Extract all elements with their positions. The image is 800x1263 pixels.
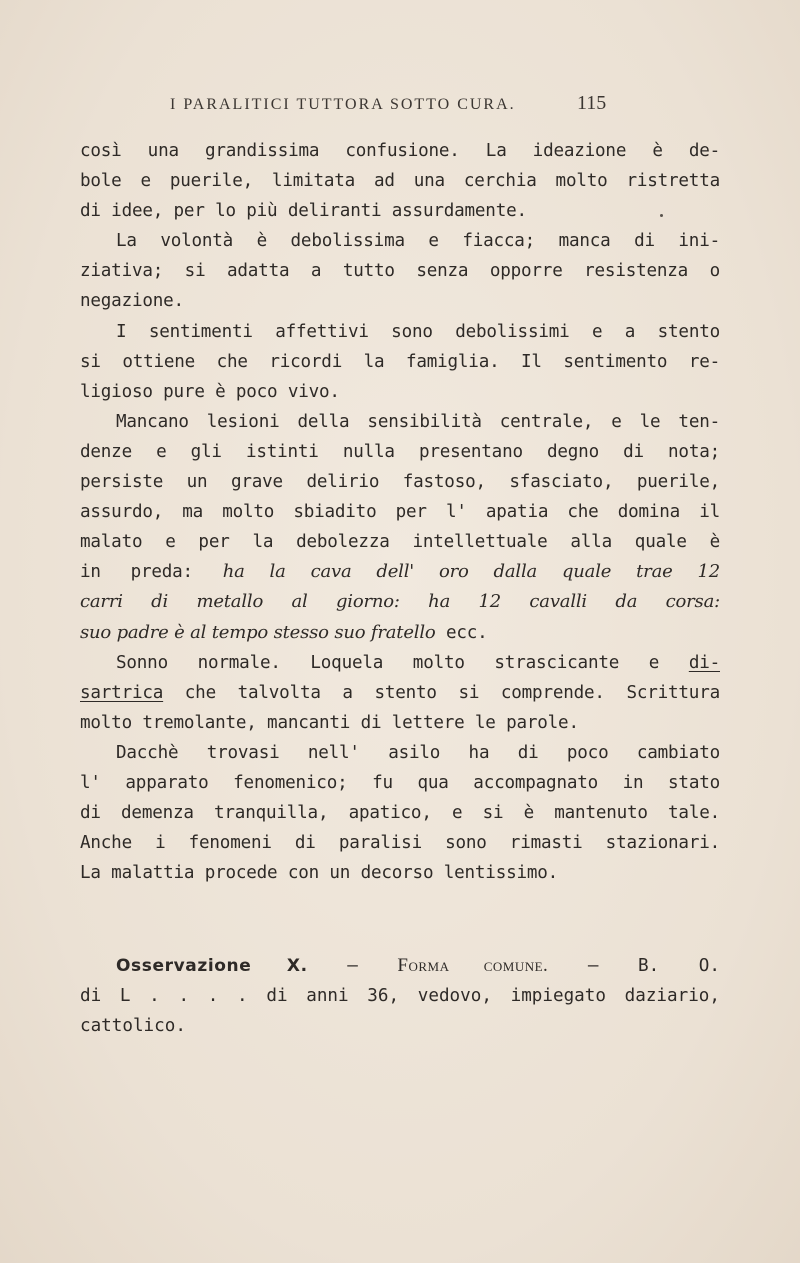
- paper-speck: [660, 214, 663, 217]
- text-line: bole e puerile, limitata ad una cerchia molto ristretta: [80, 171, 720, 192]
- text-fragment: ecc.: [435, 622, 488, 643]
- observation-title: Osservazione X.: [116, 956, 308, 976]
- text-line: I sentimenti affettivi sono debolissimi e a stento: [116, 321, 720, 342]
- dash: —: [307, 956, 398, 976]
- italic-fragment: carri di metallo al giorno: ha 12 cavalli da corsa:: [80, 591, 720, 613]
- text-line-italic-2: [80, 587, 720, 617]
- text-line-italic-1: [80, 557, 720, 587]
- text-line: l' apparato fenomenico; fu qua accompagnato in stato: [80, 772, 720, 793]
- text-line: ziativa; si adatta a tutto senza opporre resistenza o: [80, 261, 720, 282]
- underlined-fragment: sartrica: [80, 682, 164, 703]
- body-text: [80, 136, 720, 888]
- text-line: Mancano lesioni della sensibilità centrale, e le ten-: [116, 411, 720, 432]
- text-line: ligioso pure è poco vivo.: [80, 381, 340, 402]
- text-fragment: in preda:: [80, 562, 223, 583]
- observation-line: cattolico.: [80, 1016, 186, 1037]
- observation-line: di L . . . . di anni 36, vedovo, impiegato daziario,: [80, 986, 720, 1007]
- text-line: persiste un grave delirio fastoso, sfasciato, puerile,: [80, 472, 720, 493]
- patient-initials: B. O.: [638, 956, 720, 976]
- observation-title-line: [80, 951, 720, 981]
- text-line: La volontà è debolissima e fiacca; manca di ini-: [116, 231, 720, 252]
- text-line: malato e per la debolezza intellettuale alla quale è: [80, 532, 720, 553]
- text-line: negazione.: [80, 291, 184, 312]
- underlined-fragment: di-: [688, 652, 720, 673]
- italic-fragment: suo padre è al tempo stesso suo fratello: [80, 621, 436, 643]
- dash: —: [548, 956, 639, 976]
- text-line-italic-3: [80, 618, 720, 648]
- text-fragment: Sonno normale. Loquela molto strascicante e: [116, 652, 689, 673]
- running-head: I PARALITICI TUTTORA SOTTO CURA.: [170, 96, 516, 113]
- text-line-sonno: [80, 648, 720, 678]
- text-line: denze e gli istinti nulla presentano degno di nota;: [80, 441, 720, 462]
- text-line: Anche i fenomeni di paralisi sono rimasti stazionari.: [80, 833, 720, 854]
- form-label: Forma comune.: [397, 955, 549, 976]
- text-line: assurdo, ma molto sbiadito per l' apatia che domina il: [80, 502, 720, 523]
- observation-heading: [80, 951, 720, 1041]
- text-line: di idee, per lo più deliranti assurdamente.: [80, 201, 527, 222]
- text-line: di demenza tranquilla, apatico, e si è mantenuto tale.: [80, 803, 720, 824]
- italic-fragment: ha la cava dell' oro dalla quale trae 12: [222, 561, 720, 583]
- text-line-sartrica: [80, 678, 720, 708]
- page-number: 115: [577, 92, 607, 114]
- text-line: Dacchè trovasi nell' asilo ha di poco cambiato: [116, 742, 720, 763]
- text-line: molto tremolante, mancanti di lettere le parole.: [80, 712, 579, 733]
- text-line: così una grandissima confusione. La ideazione è de-: [80, 141, 720, 161]
- text-fragment: che talvolta a stento si comprende. Scrittura: [163, 682, 720, 703]
- text-line: si ottiene che ricordi la famiglia. Il sentimento re-: [80, 351, 720, 372]
- text-line: La malattia procede con un decorso lentissimo.: [80, 863, 559, 884]
